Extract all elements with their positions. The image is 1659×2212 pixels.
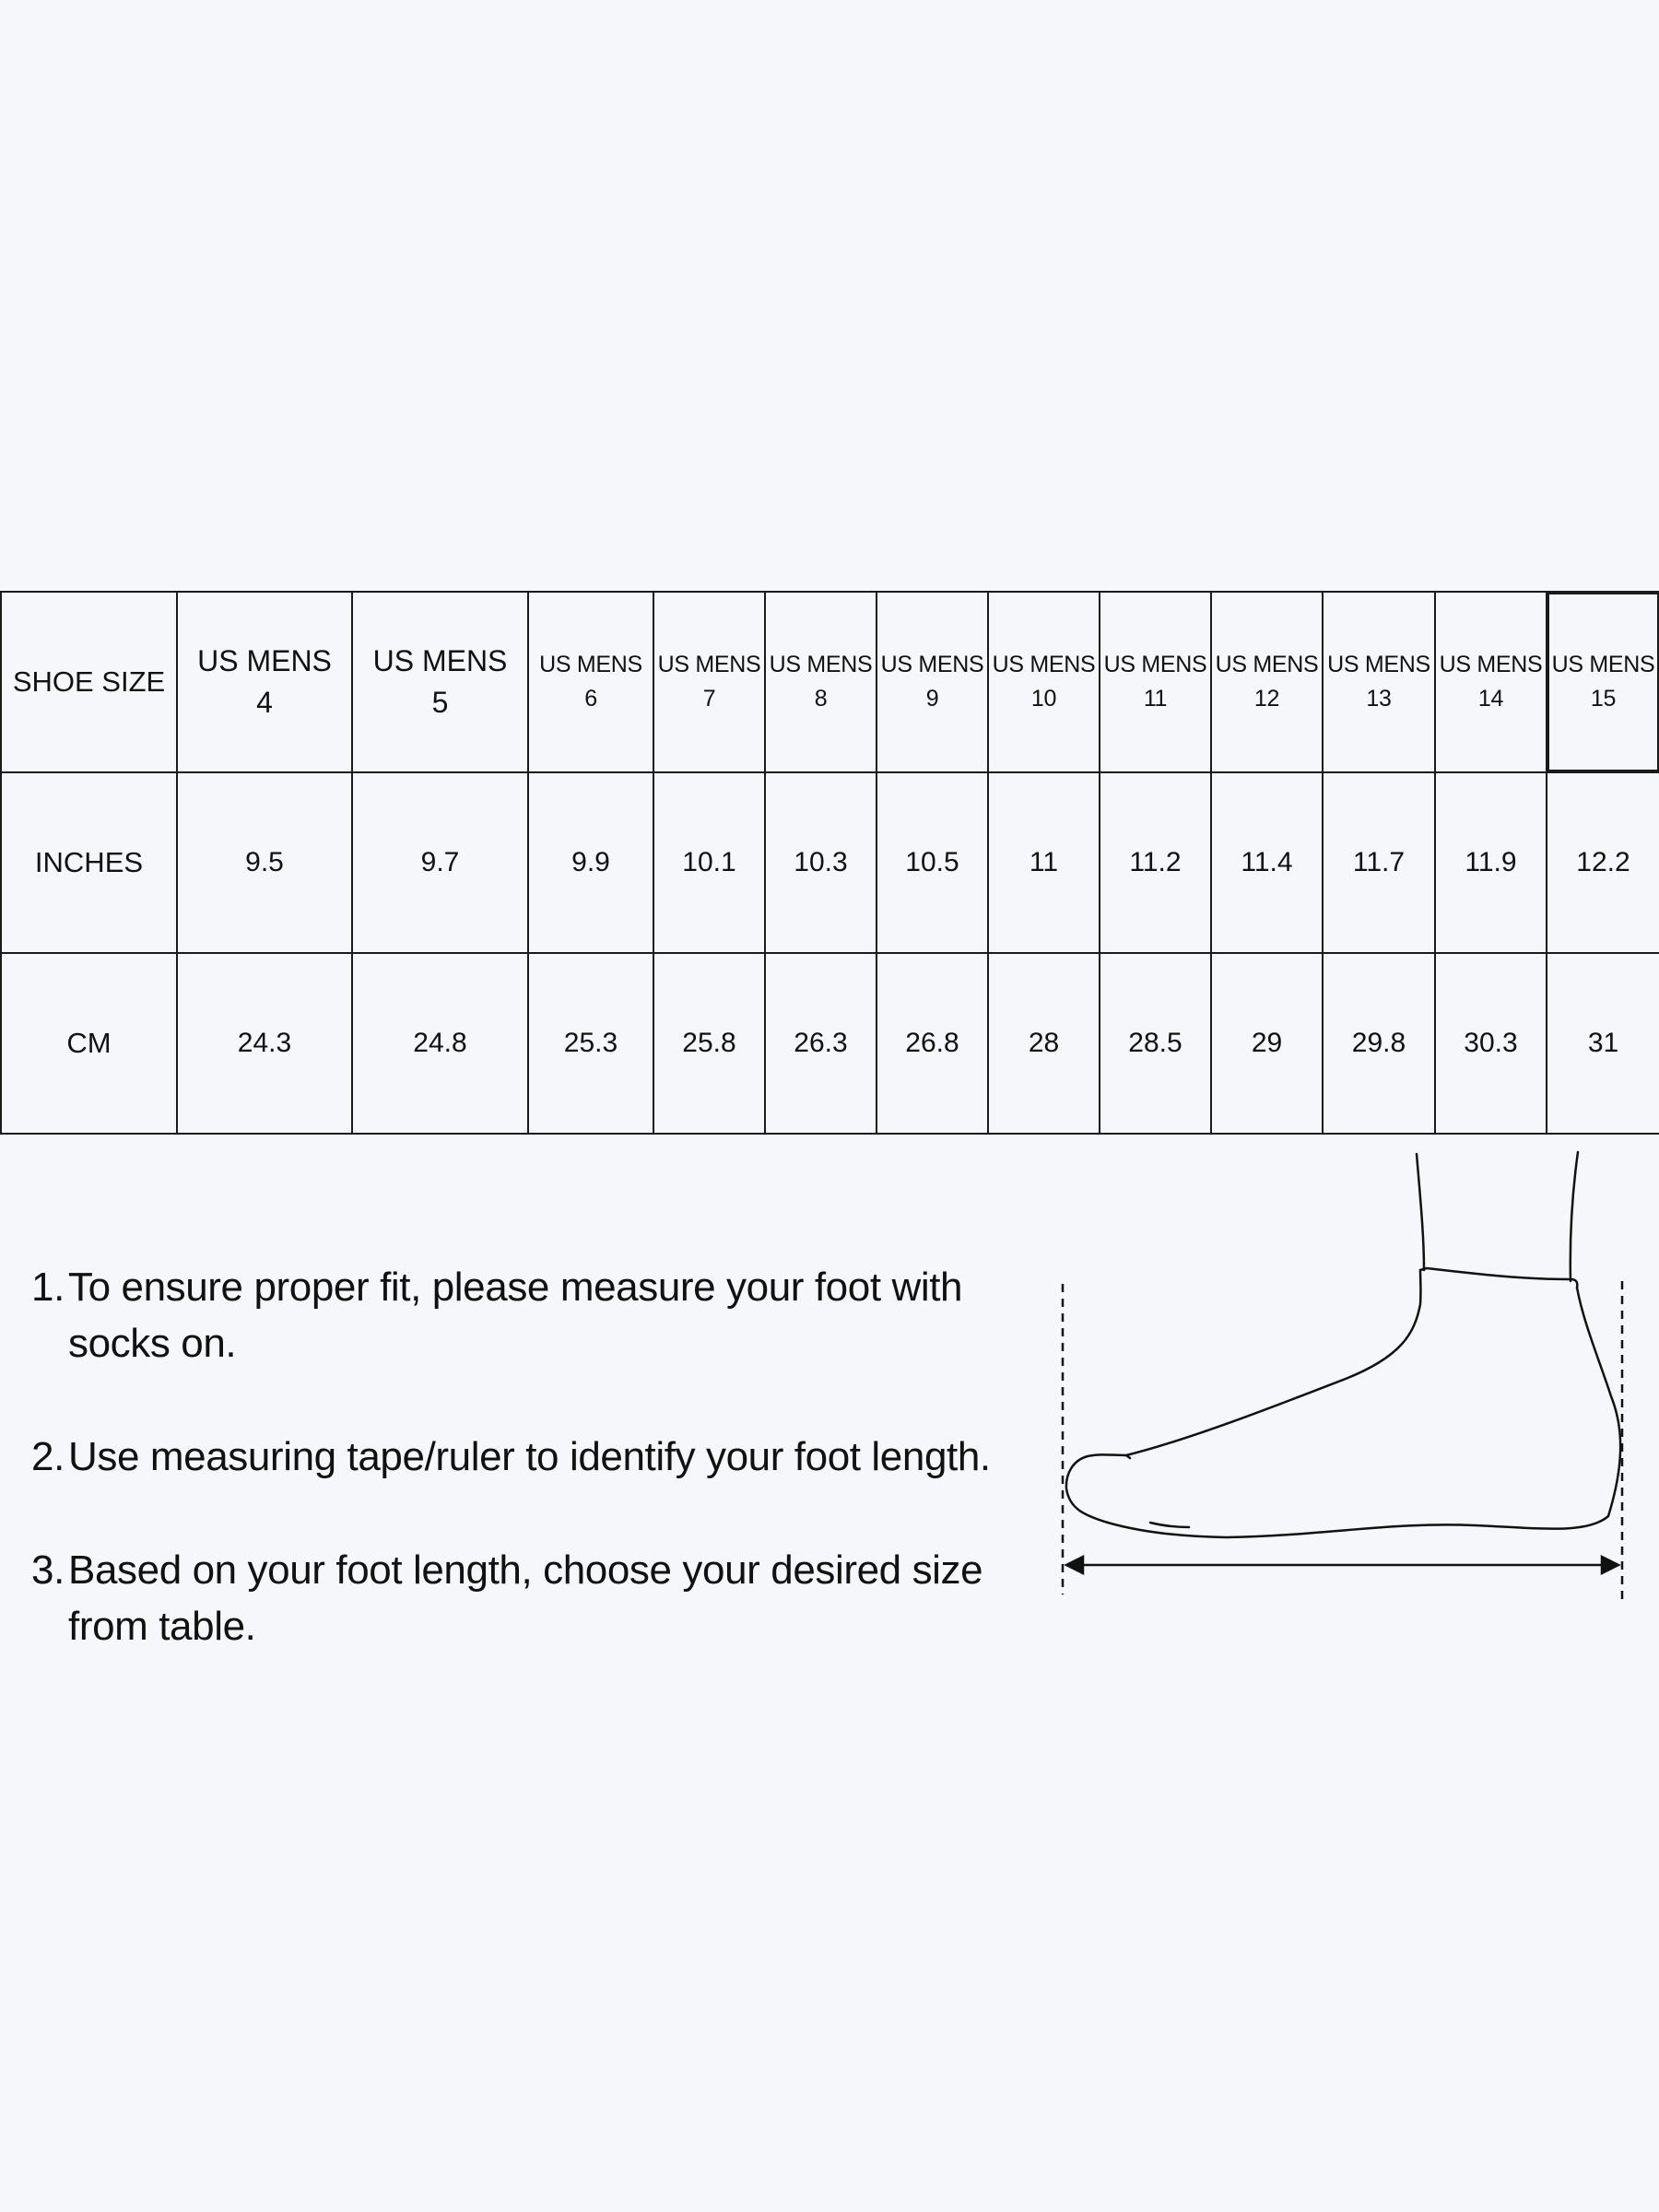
- row-label: INCHES: [1, 772, 177, 953]
- inches-value: 10.1: [653, 772, 765, 953]
- size-system-label: US MENS: [769, 652, 873, 677]
- cm-value: 29.8: [1323, 953, 1435, 1134]
- instruction-text: Based on your foot length, choose your desired size from table.: [68, 1547, 983, 1649]
- size-number: 13: [1366, 686, 1392, 712]
- sole-inner-line: [1150, 1523, 1189, 1527]
- row-label: CM: [1, 953, 177, 1134]
- size-header-row: [1, 592, 1659, 772]
- size-system-label: US MENS: [539, 652, 642, 677]
- inches-value: 10.3: [765, 772, 877, 953]
- size-number: 7: [702, 686, 716, 712]
- size-number: 4: [256, 686, 273, 719]
- size-system-label: US MENS: [1551, 652, 1655, 677]
- cm-value: 24.3: [177, 953, 352, 1134]
- instruction-text: Use measuring tape/ruler to identify your foot length.: [68, 1434, 991, 1479]
- cm-value: 31: [1547, 953, 1659, 1134]
- instruction-number: 1.: [31, 1265, 65, 1310]
- leg-back-line: [1417, 1154, 1424, 1270]
- cm-value: 26.3: [765, 953, 877, 1134]
- size-header-cell: [1323, 592, 1435, 772]
- size-system-label: US MENS: [1103, 652, 1207, 677]
- cm-value: 30.3: [1435, 953, 1547, 1134]
- cm-value: 25.8: [653, 953, 765, 1134]
- instruction-number: 3.: [31, 1547, 65, 1593]
- cm-value: 26.8: [877, 953, 988, 1134]
- inches-value: 11.2: [1100, 772, 1211, 953]
- size-system-label: US MENS: [1439, 652, 1543, 677]
- instruction-number: 2.: [31, 1434, 65, 1479]
- foot-outline: [1066, 1288, 1620, 1537]
- inches-row: [1, 772, 1659, 953]
- foot-measurement-icon: [1041, 1143, 1641, 1622]
- inches-value: 12.2: [1547, 772, 1659, 953]
- size-number: 10: [1030, 686, 1057, 712]
- cm-value: 29: [1211, 953, 1323, 1134]
- inches-value: 9.9: [528, 772, 653, 953]
- instruction-item: [31, 1429, 1008, 1485]
- sock-cuff-line: [1420, 1268, 1577, 1288]
- cm-value: 28: [988, 953, 1100, 1134]
- size-number: 11: [1143, 686, 1168, 712]
- size-number: 12: [1253, 686, 1280, 712]
- inches-value: 11.4: [1211, 772, 1323, 953]
- size-header-cell: [1211, 592, 1323, 772]
- size-number: 15: [1590, 686, 1617, 712]
- instruction-item: [31, 1542, 1008, 1654]
- size-header-cell: [988, 592, 1100, 772]
- size-system-label: US MENS: [992, 652, 1096, 677]
- size-chart-table: [0, 591, 1659, 1135]
- arrow-head-left-icon: [1066, 1557, 1083, 1573]
- inches-value: 9.7: [352, 772, 528, 953]
- measuring-instructions: [31, 1259, 1008, 1712]
- cm-value: 24.8: [352, 953, 528, 1134]
- cm-row: [1, 953, 1659, 1134]
- size-system-label: US MENS: [1215, 652, 1319, 677]
- size-header-cell-selected: [1547, 592, 1659, 772]
- inches-value: 9.5: [177, 772, 352, 953]
- size-header-cell: [528, 592, 653, 772]
- cm-value: 28.5: [1100, 953, 1211, 1134]
- size-number: 14: [1477, 686, 1504, 712]
- size-system-label: US MENS: [197, 644, 332, 677]
- inches-value: 11.7: [1323, 772, 1435, 953]
- instep-outline: [1126, 1270, 1420, 1455]
- inches-value: 11: [988, 772, 1100, 953]
- size-system-label: US MENS: [372, 644, 508, 677]
- toe-detail-line: [1126, 1455, 1130, 1458]
- size-header-cell: [877, 592, 988, 772]
- inches-value: 10.5: [877, 772, 988, 953]
- size-number: 5: [431, 686, 449, 719]
- size-number: 8: [814, 686, 828, 712]
- size-system-label: US MENS: [657, 652, 761, 677]
- instruction-item: [31, 1259, 1008, 1371]
- instruction-text: To ensure proper fit, please measure your foot with socks on.: [68, 1265, 963, 1366]
- shoe-size-header: SHOE SIZE: [1, 592, 177, 772]
- size-header-cell: [765, 592, 877, 772]
- inches-value: 11.9: [1435, 772, 1547, 953]
- size-system-label: US MENS: [1327, 652, 1430, 677]
- arrow-head-right-icon: [1602, 1557, 1618, 1573]
- size-header-cell: [1435, 592, 1547, 772]
- size-system-label: US MENS: [880, 652, 984, 677]
- size-header-cell: [1100, 592, 1211, 772]
- size-header-cell: [177, 592, 352, 772]
- size-number: 9: [925, 686, 939, 712]
- size-header-cell: [653, 592, 765, 772]
- leg-front-line: [1571, 1152, 1578, 1281]
- cm-value: 25.3: [528, 953, 653, 1134]
- size-number: 6: [584, 686, 597, 712]
- size-header-cell: [352, 592, 528, 772]
